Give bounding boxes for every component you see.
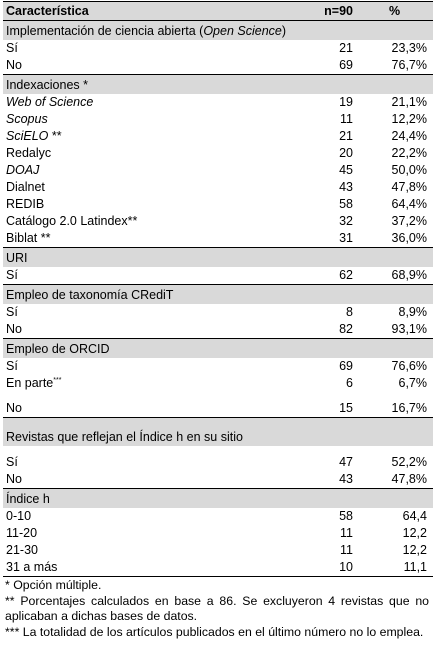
table-header-row [3,2,433,21]
table-row [3,230,433,248]
table-row [3,542,433,559]
row-percent: 12,2% [391,112,427,126]
row-label: Redalyc [6,146,52,160]
table-row [3,57,433,75]
row-label: Sí [6,455,18,469]
section-h-index-site [3,418,433,447]
section-title: Implementación de ciencia abierta (Open Science) [3,21,433,41]
table-row [3,358,433,375]
table-row [3,128,433,145]
row-percent: 24,4% [391,129,427,143]
row-n: 58 [339,509,353,523]
row-label: Sí [6,359,18,373]
row-percent: 64,4 [402,509,427,523]
section-title: Índice h [3,489,433,509]
table-row [3,94,433,111]
row-n: 6 [346,376,353,390]
row-label: No [6,322,22,336]
row-percent: 12,2 [402,526,427,540]
row-label: 11-20 [6,526,38,540]
table-notes [5,578,429,640]
row-n: 43 [339,180,353,194]
section-title: URI [3,248,433,268]
table-row [3,446,433,471]
table-row [3,375,433,392]
table-row [3,162,433,179]
row-label: 21-30 [6,543,38,557]
section-h-index [3,489,433,509]
table-body [3,21,433,577]
section-uri [3,248,433,268]
row-percent: 68,9% [391,268,427,282]
row-n: 11 [340,543,353,557]
section-credit [3,285,433,305]
row-label: No [6,472,22,486]
row-n: 45 [339,163,353,177]
row-percent: 11,1 [356,559,433,577]
row-n: 31 [339,231,353,245]
row-n: 20 [339,146,353,160]
table-row [3,471,433,489]
row-n: 58 [339,197,353,211]
row-n: 21 [339,41,353,55]
row-percent: 21,1% [391,95,427,109]
table-row [3,213,433,230]
row-percent: 36,0% [391,231,427,245]
row-percent: 47,8% [391,180,427,194]
section-title: Empleo de taxonomía CRediT [3,285,433,305]
row-percent: 76,6% [391,359,427,373]
row-label: 31 a más [3,559,295,577]
row-percent: 52,2% [391,455,427,469]
table-row [3,145,433,162]
note-percent-base: ** Porcentajes calculados en base a 86. Se excluyeron 4 revistas que no aplicaban a dichas bases de datos. [5,593,429,623]
row-label: Sí [6,41,18,55]
table-row [3,196,433,213]
row-n: 11 [340,112,353,126]
row-label: DOAJ [6,163,40,177]
table-row [3,559,433,577]
row-n: 69 [339,359,353,373]
row-n: 47 [339,455,353,469]
row-label: REDIB [6,197,45,211]
row-label: Biblat ** [6,231,51,245]
table-row [3,40,433,57]
section-title: Revistas que reflejan el Índice h en su sitio [3,418,433,447]
row-percent: 76,7% [391,58,427,72]
row-percent: 16,7% [391,401,427,415]
row-label: Scopus [6,112,48,126]
table-row [3,321,433,339]
row-n: 32 [339,214,353,228]
section-title: Indexaciones * [3,75,433,95]
row-n: 69 [339,58,353,72]
section-indexaciones [3,75,433,95]
row-label: En parte*** [6,376,62,390]
row-label: SciELO ** [6,129,62,143]
row-n: 19 [339,95,353,109]
table-row [3,267,433,285]
table-row [3,392,433,418]
row-label: Sí [6,268,18,282]
row-percent: 6,7% [398,376,427,390]
section-orcid [3,339,433,359]
table-row [3,304,433,321]
characteristics-table [3,1,433,577]
table-row [3,508,433,525]
row-label: No [6,401,22,415]
row-n: 11 [340,526,353,540]
row-label: 0-10 [6,509,32,523]
note-orcid: *** La totalidad de los artículos publicados en el último número no lo emplea. [5,624,424,639]
row-percent: 37,2% [391,214,427,228]
table-row [3,179,433,196]
header-n: n=90 [324,4,353,18]
row-percent: 50,0% [391,163,427,177]
row-label: Web of Science [6,95,94,109]
row-n: 62 [339,268,353,282]
table-row [3,525,433,542]
row-n: 43 [339,472,353,486]
row-label: No [6,58,22,72]
row-percent: 64,4% [391,197,427,211]
row-percent: 22,2% [391,146,427,160]
row-percent: 8,9% [398,305,427,319]
header-characteristic: Característica [6,4,89,18]
row-percent: 93,1% [391,322,427,336]
header-percent: % [388,4,401,18]
row-n: 21 [339,129,353,143]
note-multiple-choice: * Opción múltiple. [5,578,102,592]
table-row [3,111,433,128]
section-title: Empleo de ORCID [3,339,433,359]
row-label: Catálogo 2.0 Latindex** [6,214,138,228]
row-label: Dialnet [6,180,45,194]
row-percent: 47,8% [391,472,427,486]
row-percent: 23,3% [391,41,427,55]
row-n: 15 [339,401,353,415]
row-n: 82 [339,322,353,336]
section-open-science [3,21,433,41]
row-percent: 12,2 [402,543,427,557]
row-n: 8 [346,305,353,319]
row-label: Sí [6,305,18,319]
row-n: 10 [295,559,356,577]
